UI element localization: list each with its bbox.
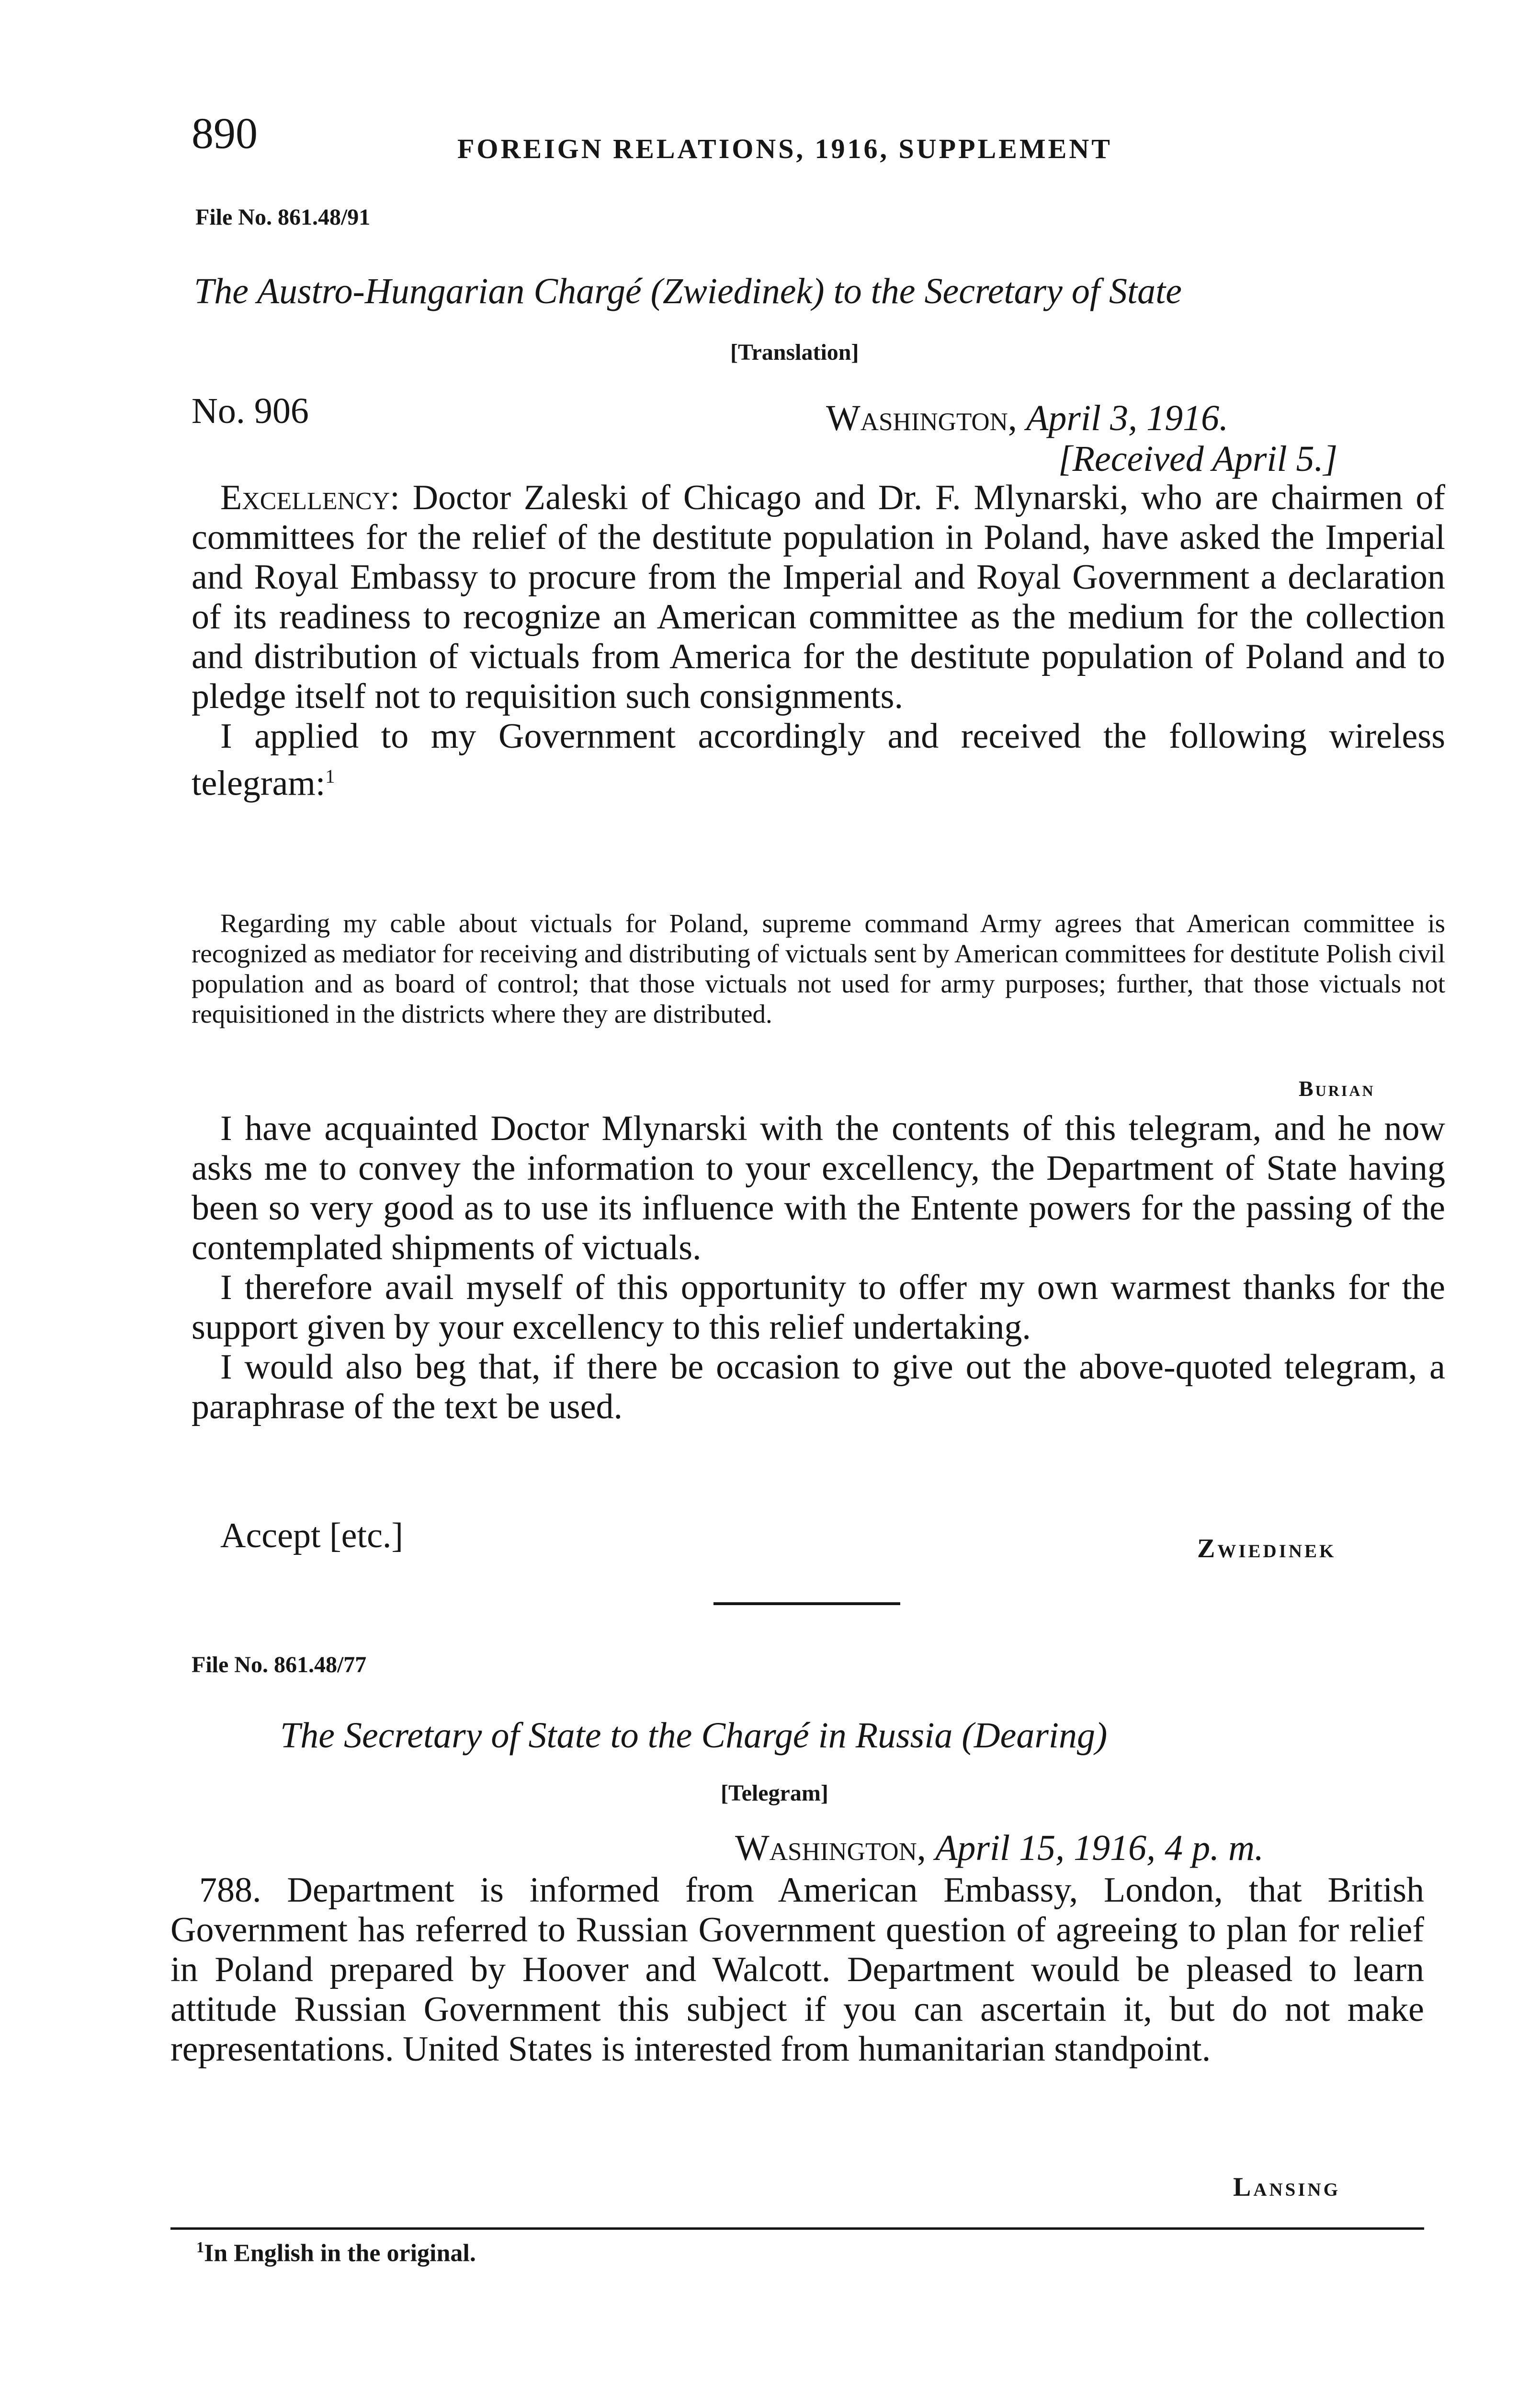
telegram-note: [Telegram] (721, 1780, 828, 1806)
body-paragraph: I applied to my Government accordingly and received the following wireless telegram: (192, 717, 1445, 803)
body-paragraph: I therefore avail myself of this opportunity to offer my own warmest thanks for the support given by your excellency to this relief undertaking. (192, 1268, 1445, 1347)
dateline-place: Washington, (735, 1828, 926, 1868)
doc1-body-continued (192, 1109, 1445, 1427)
document-number: No. 906 (192, 391, 309, 431)
body-paragraph: I would also beg that, if there be occasion to give out the above-quoted telegram, a paraphrase of the text be used. (192, 1347, 1445, 1426)
body-paragraph: : Doctor Zaleski of Chicago and Dr. F. Mlynarski, who are chairmen of committees for the relief of the destitute population in Poland, have asked the Imperial and Royal Embassy to procure from the Imperial and Royal Government a declaration of its readiness to recognize an American committee as the medium for the collection and distribution of victuals from America for the destitute population of Poland and to pledge itself not to requisition such consignments. (192, 478, 1445, 716)
doc1-body (192, 478, 1445, 804)
translation-note: [Translation] (730, 340, 859, 365)
signature: Lansing (1233, 2172, 1341, 2202)
section-divider (713, 1602, 900, 1605)
signature: Zwiedinek (1197, 1534, 1336, 1563)
footnote (196, 2239, 476, 2266)
body-paragraph: 788. Department is informed from American Embassy, London, that British Government has referred to Russian Government question of agreeing to plan for relief in Poland prepared by Hoover and Walcott. Department would be pleased to learn attitude Russian Government this subject if you can ascertain it, but do not make representations. United States is interested from humanitarian standpoint. (170, 1870, 1424, 2069)
dateline (826, 400, 1228, 436)
telegram-signature: Burian (1299, 1076, 1375, 1101)
dateline (735, 1830, 1264, 1866)
salutation: Excellency (220, 478, 390, 517)
document-title: The Secretary of State to the Chargé in Russia (Dearing) (280, 1715, 1108, 1756)
footnote-marker: 1 (196, 2238, 204, 2256)
footnote-text: In English in the original. (204, 2239, 476, 2267)
doc2-body (170, 1870, 1424, 2069)
received-date: [Received April 5.] (1058, 439, 1338, 479)
footnote-reference: 1 (325, 765, 335, 787)
file-number: File No. 861.48/91 (195, 205, 371, 230)
closing: Accept [etc.] (220, 1516, 404, 1555)
quoted-telegram (192, 908, 1445, 1029)
dateline-date: April 15, 1916, 4 p. m. (935, 1828, 1264, 1868)
dateline-place: Washington, (826, 398, 1017, 438)
document-title: The Austro-Hungarian Chargé (Zwiedinek) to the Secretary of State (194, 271, 1182, 311)
footnote-rule (170, 2227, 1424, 2230)
telegram-text: Regarding my cable about victuals for Poland, supreme command Army agrees that American committee is recognized as mediator for receiving and distributing of victuals sent by American committees for destitute Polish civil population and as board of control; that those victuals not used for army purposes; further, that those victuals not requisitioned in the districts where they are distributed. (192, 909, 1445, 1028)
file-number: File No. 861.48/77 (192, 1652, 367, 1677)
running-title: FOREIGN RELATIONS, 1916, SUPPLEMENT (457, 133, 1112, 164)
page-number: 890 (192, 109, 258, 158)
dateline-date: April 3, 1916. (1026, 398, 1229, 438)
body-paragraph: I have acquainted Doctor Mlynarski with the contents of this telegram, and he now asks me to convey the information to your excellency, the Department of State having been so very good as to use its influence with the Entente powers for the passing of the contemplated shipments of victuals. (192, 1109, 1445, 1267)
